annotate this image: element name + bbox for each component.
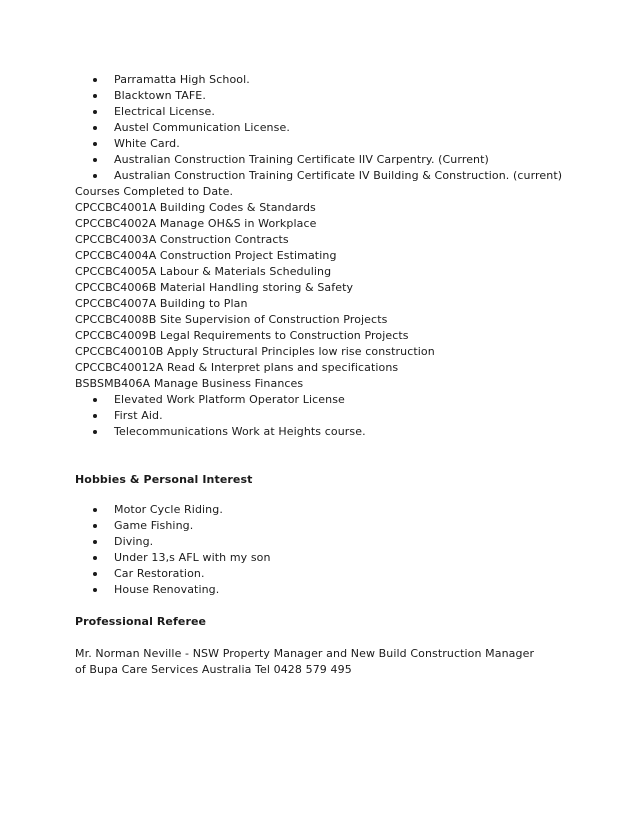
list-item [75,88,575,104]
education-list [75,72,575,184]
bullet-icon [93,78,97,82]
list-item-text: Australian Construction Training Certificate IV Building & Construction. (current) [114,169,563,182]
resume-content [75,72,575,678]
spacer [75,630,575,646]
bullet-icon [93,524,97,528]
list-item-text: Electrical License. [114,105,215,118]
bullet-icon [93,540,97,544]
spacer [75,598,575,614]
courses-list [75,200,575,392]
referee-line: Mr. Norman Neville - NSW Property Manager and New Build Construction Manager [75,647,535,660]
bullet-icon [93,142,97,146]
extra-certifications-list [75,392,575,440]
bullet-icon [93,414,97,418]
course-line: CPCCBC40012A Read & Interpret plans and specifications [75,361,399,374]
course-line: CPCCBC4007A Building to Plan [75,297,248,310]
list-item [75,566,575,582]
list-item-text: Parramatta High School. [114,73,250,86]
list-item [75,152,575,168]
referee-line: of Bupa Care Services Australia Tel 0428 579 495 [75,663,352,676]
list-item [75,582,575,598]
bullet-icon [93,398,97,402]
list-item [75,424,575,440]
list-item-text: Diving. [114,535,154,548]
bullet-icon [93,556,97,560]
list-item-text: Under 13,s AFL with my son [114,551,271,564]
list-item [75,104,575,120]
bullet-icon [93,158,97,162]
spacer [75,488,575,502]
course-line: CPCCBC4004A Construction Project Estimating [75,249,337,262]
course-line: CPCCBC4009B Legal Requirements to Construction Projects [75,329,409,342]
list-item [75,120,575,136]
list-item-text: Game Fishing. [114,519,194,532]
list-item-text: Blacktown TAFE. [114,89,206,102]
course-line: CPCCBC4008B Site Supervision of Construction Projects [75,313,388,326]
course-line: CPCCBC40010B Apply Structural Principles low rise construction [75,345,435,358]
list-item-text: White Card. [114,137,180,150]
hobbies-list [75,502,575,598]
list-item [75,168,575,184]
bullet-icon [93,430,97,434]
list-item [75,72,575,88]
list-item-text: Australian Construction Training Certificate IIV Carpentry. (Current) [114,153,489,166]
bullet-icon [93,174,97,178]
list-item [75,518,575,534]
list-item-text: First Aid. [114,409,163,422]
course-line: CPCCBC4001A Building Codes & Standards [75,201,316,214]
course-line: CPCCBC4006B Material Handling storing & Safety [75,281,354,294]
list-item [75,502,575,518]
list-item-text: Austel Communication License. [114,121,290,134]
list-item [75,550,575,566]
course-line: BSBSMB406A Manage Business Finances [75,377,304,390]
bullet-icon [93,572,97,576]
list-item [75,392,575,408]
bullet-icon [93,588,97,592]
list-item [75,136,575,152]
referee-heading: Professional Referee [75,615,207,628]
list-item [75,408,575,424]
courses-title: Courses Completed to Date. [75,185,234,198]
spacer [75,440,575,472]
list-item-text: Motor Cycle Riding. [114,503,223,516]
course-line: CPCCBC4005A Labour & Materials Scheduling [75,265,332,278]
list-item-text: Car Restoration. [114,567,205,580]
hobbies-heading: Hobbies & Personal Interest [75,473,253,486]
list-item-text: Telecommunications Work at Heights course. [114,425,366,438]
course-line: CPCCBC4002A Manage OH&S in Workplace [75,217,317,230]
bullet-icon [93,94,97,98]
bullet-icon [93,110,97,114]
list-item-text: Elevated Work Platform Operator License [114,393,345,406]
bullet-icon [93,126,97,130]
list-item [75,534,575,550]
bullet-icon [93,508,97,512]
course-line: CPCCBC4003A Construction Contracts [75,233,289,246]
list-item-text: House Renovating. [114,583,220,596]
